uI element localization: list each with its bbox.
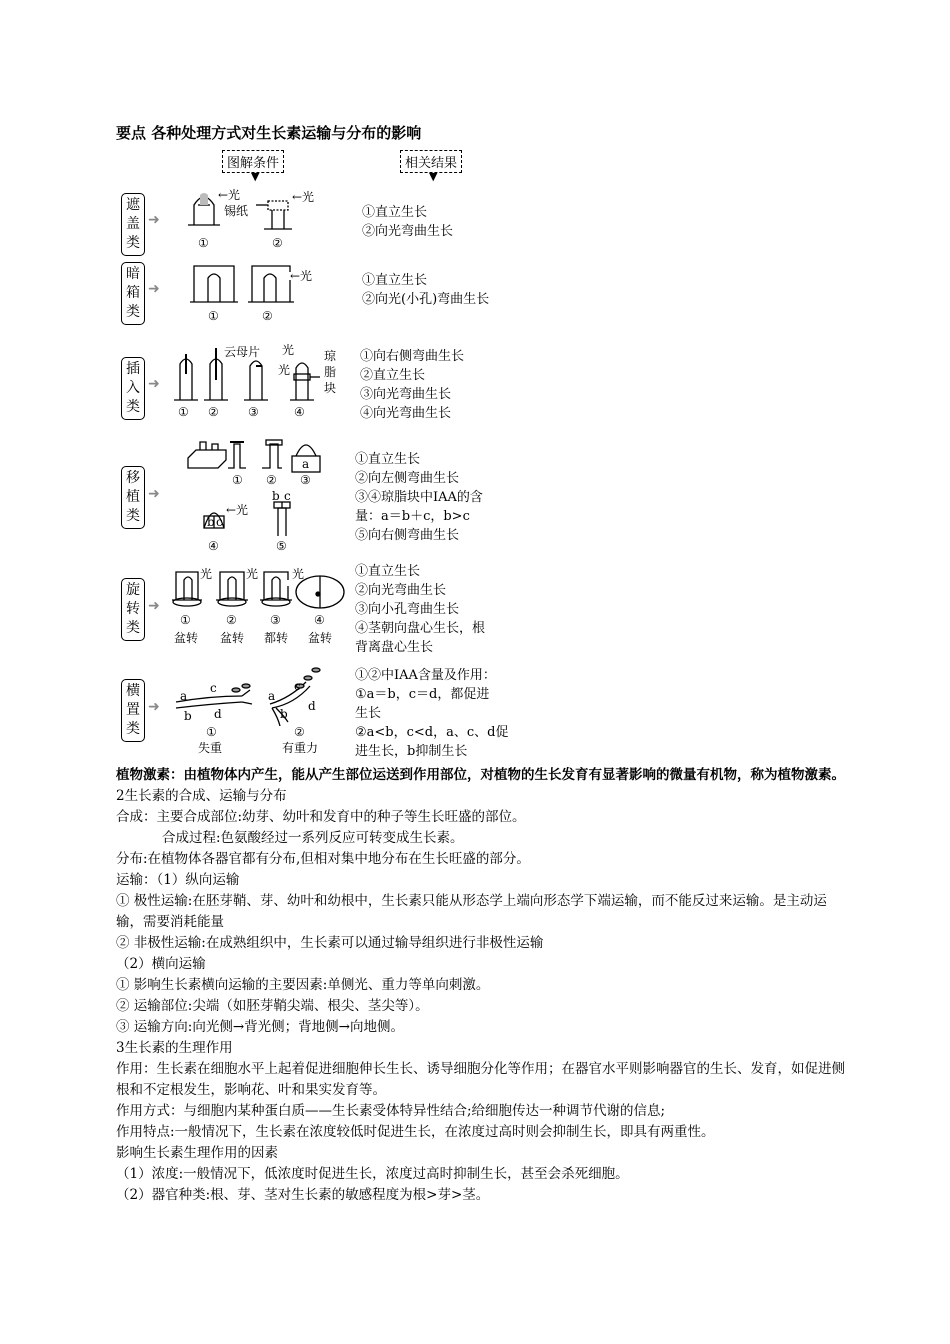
down-arrow-icon: ▼ xyxy=(429,170,438,183)
position-d-label: d xyxy=(214,707,222,721)
result-list-rotate: ①直立生长 ②向光弯曲生长 ③向小孔弯曲生长 ④茎朝向盘心生长，根 背离盘心生长 xyxy=(355,564,486,655)
row-label-transplant: 移植类 xyxy=(121,466,145,529)
light-label: 光 xyxy=(282,343,295,357)
row-label-cover: 遮盖类 xyxy=(121,193,145,256)
light-label: ←光 xyxy=(292,190,315,204)
figure-cover xyxy=(180,185,340,255)
fig-number: ④ xyxy=(208,539,219,553)
agar-label: 琼 xyxy=(324,349,337,363)
paragraph: ① 影响生长素横向运输的主要因素:单侧光、重力等单向刺激。 xyxy=(116,977,490,993)
paragraph: ② 非极性运输:在成熟组织中，生长素可以通过输导组织进行非极性运输 xyxy=(116,935,544,951)
rotation-label: 盆转 xyxy=(308,631,333,645)
right-arrow-icon: ➜ xyxy=(148,699,160,715)
fig-number: ② xyxy=(266,473,277,487)
right-arrow-icon: ➜ xyxy=(148,376,160,392)
agar-c-label: c xyxy=(284,489,291,503)
fig-number: ④ xyxy=(294,405,305,419)
paragraph: 作用方式：与细胞内某种蛋白质——生长素受体特异性结合;给细胞传达一种调节代谢的信息; xyxy=(116,1103,666,1119)
paragraph: 影响生长素生理作用的因素 xyxy=(116,1145,278,1161)
paragraph: 合成：主要合成部位:幼芽、幼叶和发育中的种子等生长旺盛的部位。 xyxy=(116,809,526,825)
figure-horizontal xyxy=(170,660,350,756)
agar-a-label: a xyxy=(302,457,310,471)
paragraph: 植物激素：由植物体内产生，能从产生部位运送到作用部位，对植物的生长发育有显著影响的微量有机物，称为植物激素。 xyxy=(116,767,845,783)
right-arrow-icon: ➜ xyxy=(148,598,160,614)
rotation-label: 都转 xyxy=(264,631,289,645)
result-list-cover: ①直立生长 ②向光弯曲生长 xyxy=(362,205,454,239)
row-label-insert: 插入类 xyxy=(121,357,145,420)
agar-c-label: c xyxy=(216,515,223,529)
fig-number: ① xyxy=(206,725,217,739)
fig-number: ② xyxy=(272,236,283,250)
figure-rotate xyxy=(170,566,350,648)
fig-number: ③ xyxy=(248,405,259,419)
right-arrow-icon: ➜ xyxy=(148,212,160,228)
light-label: 光 xyxy=(200,567,213,581)
light-label: 光 xyxy=(292,567,305,581)
light-label: ←光 xyxy=(226,503,249,517)
figure-darkbox xyxy=(190,262,330,322)
body-text xyxy=(116,765,846,1206)
fig-number: ⑤ xyxy=(276,539,287,553)
paragraph: 作用特点:一般情况下，生长素在浓度较低时促进生长，在浓度过高时则会抑制生长，即具有两重性。 xyxy=(116,1124,715,1140)
paragraph: ② 运输部位:尖端（如胚芽鞘尖端、根尖、茎尖等）。 xyxy=(116,998,429,1014)
paragraph: 运输：（1）纵向运输 xyxy=(116,872,240,888)
header-box-conditions: 图解条件 xyxy=(222,150,284,173)
position-b-label: b xyxy=(184,709,192,723)
mica-label: 云母片 xyxy=(224,345,261,359)
fig-number: ① xyxy=(198,236,209,250)
position-b-label: b xyxy=(280,707,288,721)
section-heading: 2生长素的合成、运输与分布 xyxy=(116,788,287,804)
condition-label: 有重力 xyxy=(282,741,319,755)
paragraph: 合成过程:色氨酸经过一系列反应可转变成生长素。 xyxy=(162,830,464,846)
agar-b-label: b xyxy=(272,489,280,503)
light-label: ←光 xyxy=(290,269,313,283)
agar-b-label: b xyxy=(207,515,215,529)
paragraph: （2）器官种类:根、芽、茎对生长素的敏感程度为根>芽>茎。 xyxy=(116,1187,490,1203)
paragraph: 分布:在植物体各器官都有分布,但相对集中地分布在生长旺盛的部分。 xyxy=(116,851,530,867)
foil-label: 锡纸 xyxy=(224,204,249,218)
fig-number: ③ xyxy=(270,613,281,627)
fig-number: ② xyxy=(208,405,219,419)
figure-transplant xyxy=(186,436,346,556)
result-list-darkbox: ①直立生长 ②向光(小孔)弯曲生长 xyxy=(362,273,490,307)
agar-label: 脂 xyxy=(324,365,337,379)
rotation-label: 盆转 xyxy=(174,631,199,645)
header-box-results: 相关结果 xyxy=(400,150,462,173)
right-arrow-icon: ➜ xyxy=(148,486,160,502)
fig-number: ④ xyxy=(314,613,325,627)
row-label-horizontal: 横置类 xyxy=(121,679,145,742)
light-label: 光 xyxy=(246,567,259,581)
result-list-transplant: ①直立生长 ②向左侧弯曲生长 ③④琼脂块中IAA的含 量：a＝b＋c，b>c ⑤向右侧弯曲生长 xyxy=(355,452,483,543)
section-heading: 3生长素的生理作用 xyxy=(116,1040,233,1056)
rotation-label: 盆转 xyxy=(220,631,245,645)
light-label: 光 xyxy=(278,363,291,377)
right-arrow-icon: ➜ xyxy=(148,281,160,297)
paragraph: 作用：生长素在细胞水平上起着促进细胞伸长生长、诱导细胞分化等作用；在器官水平则影响器官的生长、发育，如促进侧根和不定根发生，影响花、叶和果实发育等。 xyxy=(116,1061,845,1098)
fig-number: ① xyxy=(178,405,189,419)
paragraph: （1）浓度:一般情况下，低浓度时促进生长，浓度过高时抑制生长，甚至会杀死细胞。 xyxy=(116,1166,629,1182)
result-list-horizontal: ①②中IAA含量及作用： ①a＝b，c＝d，都促进 生长 ②a<b，c<d，a、c、d促 进生长，b抑制生长 xyxy=(355,668,509,759)
row-label-rotate: 旋转类 xyxy=(121,578,145,641)
fig-number: ② xyxy=(262,309,273,323)
section-heading: 要点 各种处理方式对生长素运输与分布的影响 xyxy=(116,124,422,142)
position-a-label: a xyxy=(180,689,188,703)
fig-number: ② xyxy=(226,613,237,627)
fig-number: ① xyxy=(180,613,191,627)
position-c-label: c xyxy=(210,681,217,695)
position-d-label: d xyxy=(308,699,316,713)
paragraph: （2）横向运输 xyxy=(116,956,206,972)
figure-insert xyxy=(170,340,350,420)
position-c-label: c xyxy=(294,679,301,693)
paragraph: ① 极性运输:在胚芽鞘、芽、幼叶和幼根中，生长素只能从形态学上端向形态学下端运输，而不能反过来运输。是主动运输，需要消耗能量 xyxy=(116,893,827,930)
fig-number: ① xyxy=(208,309,219,323)
fig-number: ② xyxy=(294,725,305,739)
condition-label: 失重 xyxy=(198,741,223,755)
paragraph: ③ 运输方向:向光侧→背光侧；背地侧→向地侧。 xyxy=(116,1019,404,1035)
fig-number: ① xyxy=(232,473,243,487)
agar-label: 块 xyxy=(324,381,337,395)
row-label-darkbox: 暗箱类 xyxy=(121,262,145,325)
fig-number: ③ xyxy=(300,473,311,487)
light-label: ←光 xyxy=(218,188,241,202)
position-a-label: a xyxy=(268,689,276,703)
result-list-insert: ①向右侧弯曲生长 ②直立生长 ③向光弯曲生长 ④向光弯曲生长 xyxy=(360,349,465,421)
down-arrow-icon: ▼ xyxy=(251,170,260,183)
